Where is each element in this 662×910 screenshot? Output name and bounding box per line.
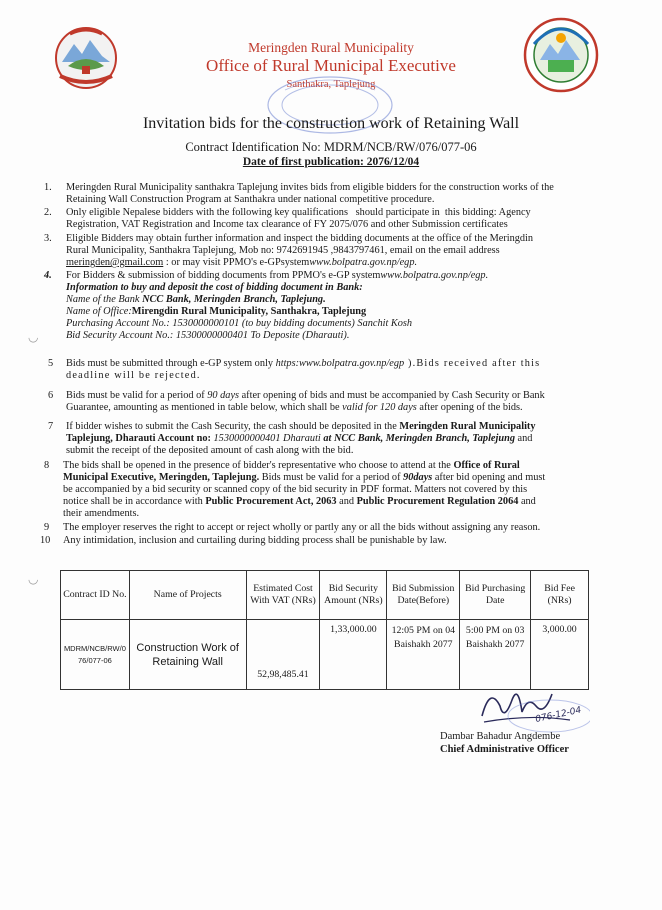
- signatory-name: Dambar Bahadur Angdembe: [440, 731, 561, 742]
- item-number: 2.: [44, 207, 52, 218]
- column-header: Bid Submission Date(Before): [387, 571, 460, 620]
- notice-title: Invitation bids for the construction work of Retaining Wall: [142, 115, 520, 132]
- item-3-line: meringden@gmail.com : or may visit PPMO's e-GPsystemwww.bolpatra.gov.np/egp.: [66, 257, 418, 268]
- item-number: 3.: [44, 233, 52, 244]
- item-6-line: Guarantee, amounting as mentioned in table below, which shall be valid for 120 days after opening of the bids.: [66, 402, 523, 413]
- item-number: 7: [48, 421, 54, 432]
- item-7-line: Taplejung, Dharauti Account no: 1530000000401 Dharauti at NCC Bank, Meringden Branch, Taplejung and: [66, 433, 533, 444]
- publication-date: Date of first publication: 2076/12/04: [242, 156, 420, 168]
- cell-project: Construction Work of Retaining Wall: [129, 620, 246, 690]
- item-7-line: If bidder wishes to submit the Cash Security, the cash should be deposited in the Meringden Rural Municipality: [66, 421, 536, 432]
- item-number: 1.: [44, 182, 52, 193]
- punch-hole-mark: ◡: [28, 572, 39, 586]
- item-8-line: The bids shall be opened in the presence of bidder's representative who choose to attend at the Office of Rural: [63, 460, 520, 471]
- item-1-line: Meringden Rural Municipality santhakra Taplejung invites bids from eligible bidders for the construction works of the: [66, 182, 554, 193]
- municipality-name: Meringden Rural Municipality: [248, 40, 414, 55]
- signatory-title: Chief Administrative Officer: [440, 744, 569, 755]
- item-number: 5: [48, 358, 54, 369]
- item-8-line: their amendments.: [63, 508, 140, 519]
- item-4-line: Name of Office:Mirengdin Rural Municipality, Santhakra, Taplejung: [66, 306, 367, 317]
- office-address: Santhakra, Taplejung: [286, 79, 376, 90]
- table-header-row: [61, 571, 589, 620]
- svg-text:076-12-04: 076-12-04: [534, 705, 583, 725]
- item-1-line: Retaining Wall Construction Program at Santhakra under national competitive procedure.: [66, 194, 435, 205]
- item-4-line: Bid Security Account No.: 15300000000401 To Deposite (Dharauti).: [66, 330, 350, 341]
- contract-identification: Contract Identification No: MDRM/NCB/RW/076/077-06: [185, 140, 477, 154]
- item-10-line: Any intimidation, inclusion and curtailing during bidding process shall be punishable by law.: [63, 535, 447, 546]
- item-4-line: Name of the Bank NCC Bank, Meringden Branch, Taplejung.: [66, 294, 326, 305]
- office-name: Office of Rural Municipal Executive: [206, 56, 456, 75]
- bid-table: [60, 570, 589, 690]
- item-number: 6: [48, 390, 54, 401]
- item-4-line: Information to buy and deposit the cost of bidding document in Bank:: [66, 282, 363, 293]
- signature-icon: [470, 676, 590, 736]
- column-header: Bid Purchasing Date: [460, 571, 531, 620]
- item-4-line: Purchasing Account No.: 1530000000101 (to buy bidding documents) Sanchit Kosh: [66, 318, 413, 329]
- egp-link[interactable]: www.bolpatra.gov.np/egp.: [309, 257, 418, 268]
- cell-estimated-cost: 52,98,485.41: [246, 620, 320, 690]
- cell-bid-fee: 3,000.00: [531, 620, 589, 690]
- item-2-line: Registration, VAT Registration and Income tax clearance of FY 2075/076 and other Submission certificates: [66, 219, 508, 230]
- column-header: Bid Security Amount (NRs): [320, 571, 387, 620]
- item-5-line: Bids must be submitted through e-GP system only https:www.bolpatra.gov.np/egp ).Bids received after this: [66, 358, 541, 369]
- column-header: Estimated Cost With VAT (NRs): [246, 571, 320, 620]
- item-3-line: Rural Municipality, Santhakra Taplejung, Mob no: 9742691945 ,9843797461, email on the email address: [66, 245, 500, 256]
- cell-purchasing-date: 5:00 PM on 03 Baishakh 2077: [460, 620, 531, 690]
- punch-hole-mark: ◡: [28, 330, 39, 344]
- item-6-line: Bids must be valid for a period of 90 days after opening of bids and must be accompanied by Cash Security or Bank: [66, 390, 545, 401]
- item-8-line: be accompanied by a bid security or scanned copy of the bid security in PDF format. Matters not covered by this: [63, 484, 528, 495]
- column-header: Bid Fee (NRs): [531, 571, 589, 620]
- item-9-line: The employer reserves the right to accept or reject wholly or partly any or all the bids without assigning any reason.: [63, 522, 541, 533]
- item-5-line: deadline will be rejected.: [66, 370, 201, 381]
- item-number: 4.: [44, 270, 52, 281]
- egp-link[interactable]: www.bolpatra.gov.np/egp.: [380, 270, 489, 281]
- item-8-line: Municipal Executive, Meringden, Taplejung. Bids must be valid for a period of 90days after bid opening and must: [63, 472, 546, 483]
- item-4-line: For Bidders & submission of bidding documents from PPMO's e-GP systemwww.bolpatra.gov.np/egp.: [66, 270, 489, 281]
- item-8-line: notice shall be in accordance with Public Procurement Act, 2063 and Public Procurement Regulation 2064 and: [63, 496, 536, 507]
- column-header: Contract ID No.: [61, 571, 130, 620]
- item-number: 9: [44, 522, 50, 533]
- item-3-line: Eligible Bidders may obtain further information and inspect the bidding documents at the office of the Meringdin: [66, 233, 534, 244]
- cell-submission-date: 12:05 PM on 04 Baishakh 2077: [387, 620, 460, 690]
- item-7-line: submit the receipt of the deposited amount of cash along with the bid.: [66, 445, 354, 456]
- item-number: 10: [40, 535, 51, 546]
- cell-bid-security: 1,33,000.00: [320, 620, 387, 690]
- item-number: 8: [44, 460, 50, 471]
- egp-link[interactable]: https:www.bolpatra.gov.np/egp: [275, 358, 405, 369]
- item-2-line: Only eligible Nepalese bidders with the following key qualifications should participate in this bidding: Agency: [66, 207, 531, 218]
- column-header: Name of Projects: [129, 571, 246, 620]
- cell-contract-id: MDRM/NCB/RW/076/077-06: [61, 620, 130, 690]
- email-link[interactable]: meringden@gmail.com: [66, 257, 164, 268]
